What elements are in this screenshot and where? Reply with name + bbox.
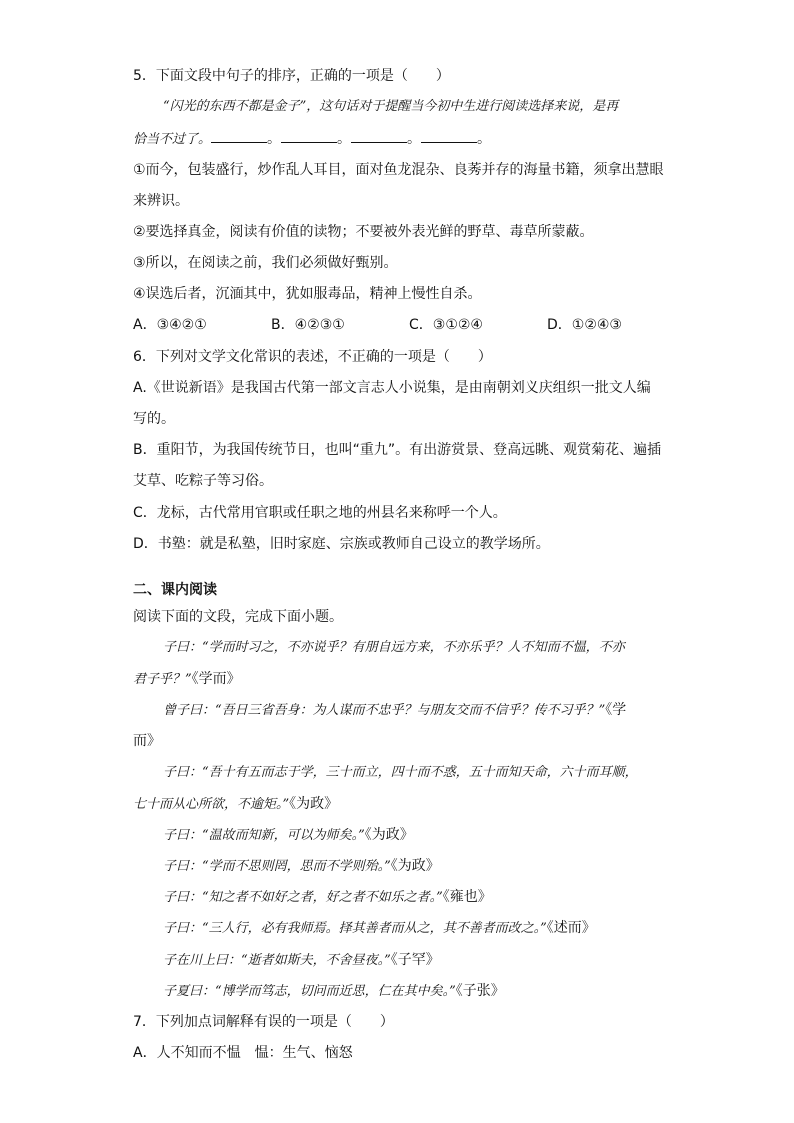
q5-blank-sep: 。 — [477, 131, 492, 147]
q5-blank-2[interactable] — [281, 128, 337, 143]
passage-8-source: 《子罕》 — [390, 952, 440, 968]
q5-option-c[interactable]: C．③①②④ — [409, 317, 483, 333]
passage-4 — [163, 825, 414, 846]
passage-5-source: 《为政》 — [390, 858, 440, 874]
passage-8 — [163, 950, 440, 971]
q5-sentence-4: ④误选后者，沉湎其中，犹如服毒品，精神上慢性自杀。 — [133, 286, 482, 302]
passage-9-source: 《子张》 — [455, 983, 505, 999]
passage-4-text: 子曰：“温故而知新，可以为师矣。” — [163, 828, 365, 843]
passage-5 — [163, 856, 440, 877]
q6-option-b-line1[interactable]: B．重阳节，为我国传统节日，也叫“重九”。有出游赏景、登高远眺、观赏菊花、遍插 — [133, 442, 662, 458]
passage-2-source-a: 《学 — [605, 702, 627, 718]
passage-2-line1 — [163, 700, 626, 721]
q5-option-d[interactable]: D．①②④③ — [547, 317, 622, 333]
passage-9 — [163, 981, 505, 1002]
q5-sentence-2: ②要选择真金，阅读有价值的读物；不要被外表光鲜的野草、毒草所蒙蔽。 — [133, 224, 594, 240]
passage-1-source: 《学而》 — [191, 671, 241, 687]
q7-option-a[interactable]: A．人不知而不愠 愠：生气、恼怒 — [133, 1045, 353, 1061]
passage-3-text: 七十而从心所欲，不逾矩。” — [133, 797, 290, 812]
q5-blank-3[interactable] — [351, 128, 407, 143]
passage-6-source: 《雍也》 — [442, 889, 492, 905]
passage-4-source: 《为政》 — [364, 827, 414, 843]
passage-2-text: 曾子曰：“吾日三省吾身：为人谋而不忠乎？与朋友交而不信乎？传不习乎？” — [163, 703, 606, 718]
q5-blank-sep: 。 — [407, 131, 422, 147]
passage-6-text: 子曰：“知之者不如好之者，好之者不如乐之者。” — [163, 890, 443, 905]
passage-1-line1: 子曰：“学而时习之，不亦说乎？有朋自远方来，不亦乐乎？人不知而不愠，不亦 — [163, 640, 625, 655]
q7-stem: 7．下列加点词解释有误的一项是（ ） — [133, 1014, 394, 1030]
section-title: 二、课内阅读 — [133, 582, 217, 598]
q5-passage-prefix: 恰当不过了。 — [133, 132, 212, 147]
passage-5-text: 子曰：“学而不思则罔，思而不学则殆。” — [163, 859, 391, 874]
passage-7-source: 《述而》 — [546, 920, 596, 936]
q5-option-b[interactable]: B．④②③① — [271, 317, 345, 333]
q5-passage-line2 — [133, 128, 491, 150]
q5-blank-1[interactable] — [211, 128, 267, 143]
passage-7 — [163, 918, 596, 939]
passage-9-text: 子夏曰：“博学而笃志，切问而近思，仁在其中矣。” — [163, 984, 456, 999]
passage-6 — [163, 887, 492, 908]
q6-option-c[interactable]: C．龙标，古代常用官职或任职之地的州县名来称呼一个人。 — [133, 505, 507, 521]
q6-option-d[interactable]: D．书塾：就是私塾，旧时家庭、宗族或教师自己设立的教学场所。 — [133, 536, 550, 552]
passage-1-text: 君子乎？” — [133, 672, 192, 687]
q5-sentence-1-line1: ①而今，包装盛行，炒作乱人耳目，面对鱼龙混杂、良莠并存的海量书籍，须拿出慧眼 — [133, 162, 664, 178]
q6-option-a-line2[interactable]: 写的。 — [133, 411, 175, 427]
passage-3-source: 《为政》 — [289, 796, 339, 812]
q6-option-a-line1[interactable]: A.《世说新语》是我国古代第一部文言志人小说集，是由南朝刘义庆组织一批文人编 — [133, 380, 651, 396]
q5-blank-sep: 。 — [267, 131, 282, 147]
q5-blank-4[interactable] — [421, 128, 477, 143]
q6-stem: 6．下列对文学文化常识的表述，不正确的一项是（ ） — [133, 349, 492, 365]
passage-1-line2 — [133, 669, 241, 690]
passage-7-text: 子曰：“三人行，必有我师焉。择其善者而从之，其不善者而改之。” — [163, 921, 547, 936]
passage-3-line1: 子曰：“吾十有五而志于学，三十而立，四十而不惑，五十而知天命，六十而耳顺， — [163, 765, 638, 780]
q5-stem: 5．下面文段中句子的排序，正确的一项是（ ） — [133, 68, 450, 84]
section-instruction: 阅读下面的文段，完成下面小题。 — [133, 609, 343, 625]
passage-3-line2 — [133, 794, 338, 815]
q5-option-a[interactable]: A．③④②① — [133, 317, 207, 333]
q6-option-b-line2[interactable]: 艾草、吃粽子等习俗。 — [133, 473, 273, 489]
q5-passage-line1: “闪光的东西不都是金子”，这句话对于提醒当今初中生进行阅读选择来说，是再 — [163, 99, 619, 114]
passage-2-source-b: 而》 — [133, 733, 161, 749]
q5-blank-sep: 。 — [337, 131, 352, 147]
q5-sentence-1-line2: 来辨识。 — [133, 193, 189, 209]
passage-8-text: 子在川上曰：“逝者如斯夫，不舍昼夜。” — [163, 953, 391, 968]
q5-sentence-3: ③所以，在阅读之前，我们必须做好甄别。 — [133, 255, 398, 271]
